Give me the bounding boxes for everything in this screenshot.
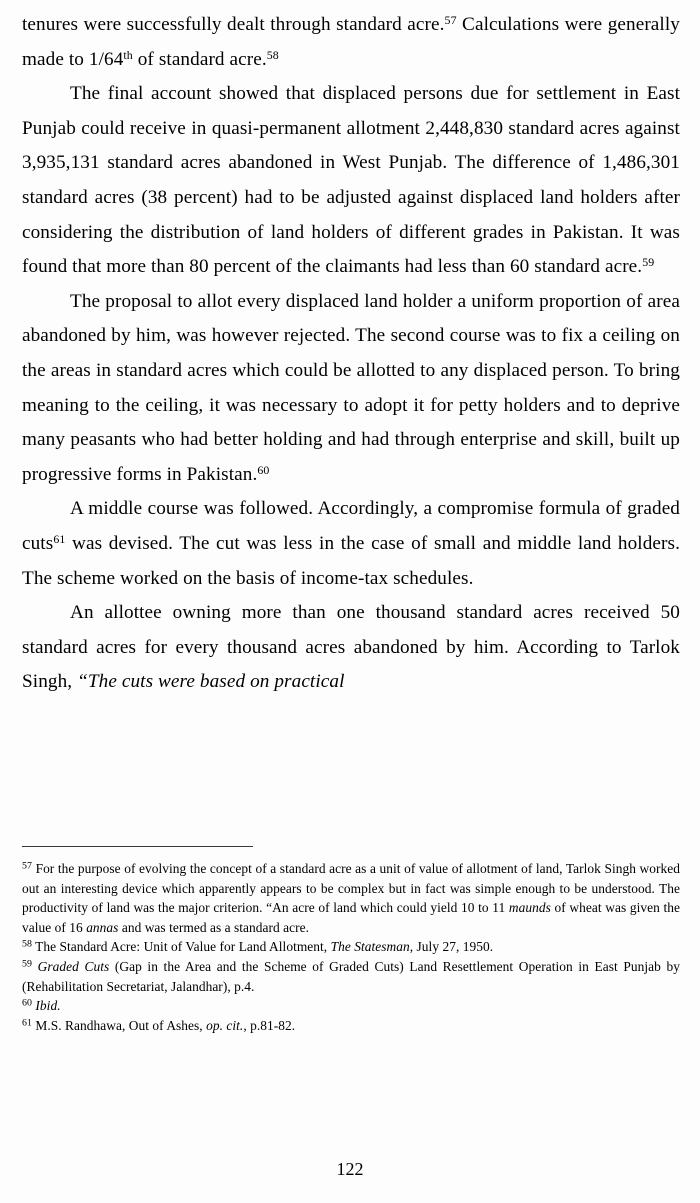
footnote-reference-marker: 57 <box>444 12 457 27</box>
page-number: 122 <box>336 1159 364 1179</box>
text-run: Calculations were generally made to 1/64 <box>22 14 680 70</box>
footnote-58 <box>22 937 680 957</box>
italic-text: op. cit. <box>206 1017 244 1033</box>
text-run: (Gap in the Area and the Scheme of Graded Cuts) Land Resettlement Operation in East Punjab by (Rehabilitation Secretariat, Jalandhar), p.4. <box>22 958 680 994</box>
para-tenures <box>22 8 680 77</box>
para-final-account <box>22 77 680 285</box>
footnotes-section <box>22 846 680 1035</box>
footnote-reference-marker: 58 <box>266 47 279 62</box>
footnote-number: 58 <box>22 938 33 950</box>
footnote-reference-marker: 59 <box>642 254 655 269</box>
para-proposal <box>22 285 680 493</box>
body-text-area <box>22 8 680 700</box>
footnote-61 <box>22 1016 680 1036</box>
text-run: The Standard Acre: Unit of Value for Land Allotment, <box>32 939 331 955</box>
para-allottee <box>22 596 680 700</box>
footnote-number: 60 <box>22 997 33 1009</box>
footnote-list <box>22 859 680 1035</box>
footnote-reference-marker: 60 <box>257 462 270 477</box>
italic-text: “The cuts were based on practical <box>77 671 345 693</box>
footnote-number: 61 <box>22 1017 33 1029</box>
italic-text: Graded Cuts <box>37 958 110 974</box>
text-run: The final account showed that displaced persons due for settlement in East Punjab could receive in quasi-permanent allotment 2,448,830 standard acres against 3,935,131 standard acres abandoned in West Punjab. The difference of 1,486,301 standard acres (38 percent) had to be adjusted against displaced land holders after considering the distribution of land holders of different grades in Pakistan. It was found that more than 80 percent of the claimants had less than 60 standard acre. <box>22 83 680 278</box>
footnote-reference-marker: 61 <box>53 531 66 546</box>
italic-text: annas <box>86 919 119 935</box>
italic-text: Ibid. <box>35 998 61 1014</box>
text-run: was devised. The cut was less in the case of small and middle land holders. The scheme worked on the basis of income-tax schedules. <box>22 532 680 589</box>
text-run: of wheat was given the value of 16 <box>22 900 681 935</box>
text-run: M.S. Randhawa, Out of Ashes, <box>32 1017 207 1033</box>
italic-text: The Statesman <box>330 939 410 955</box>
footnote-number: 57 <box>22 860 33 872</box>
footnote-60 <box>22 996 680 1016</box>
text-run: An allottee owning more than one thousand standard acres received 50 standard acres for every thousand acres abandoned by him. According to Tarlok Singh, <box>22 602 680 693</box>
footnote-59 <box>22 957 680 996</box>
italic-text: maunds <box>508 900 551 916</box>
text-run: and was termed as a standard acre. <box>118 919 310 935</box>
text-run: , p.81-82. <box>243 1017 296 1033</box>
text-run: For the purpose of evolving the concept of a standard acre as a unit of value of allotment of land, Tarlok Singh worked out an interesting device which apparently appears to be complex but in fact was simple enough to be understood. The productivity of land was the major criterion. “An acre of land which could yield 10 to 11 <box>22 861 680 916</box>
text-run: A middle course was followed. Accordingly, a compromise formula of graded cuts <box>22 498 680 554</box>
para-middle-course <box>22 492 680 596</box>
text-run: tenures were successfully dealt through standard acre. <box>22 14 445 35</box>
text-run: , July 27, 1950. <box>409 939 494 955</box>
text-run: The proposal to allot every displaced land holder a uniform proportion of area abandoned by him, was however rejected. The second course was to fix a ceiling on the areas in standard acres which could be allotted to any displaced person. To bring meaning to the ceiling, it was necessary to adopt it for petty holders and to deprive many peasants who had better holding and had through enterprise and skill, built up progressive forms in Pakistan. <box>22 290 680 485</box>
text-run: of standard acre. <box>132 48 267 70</box>
footnote-separator-rule <box>22 846 253 847</box>
footnote-number: 59 <box>22 958 33 970</box>
footnote-57 <box>22 859 680 937</box>
footnote-reference-marker: th <box>123 47 133 62</box>
